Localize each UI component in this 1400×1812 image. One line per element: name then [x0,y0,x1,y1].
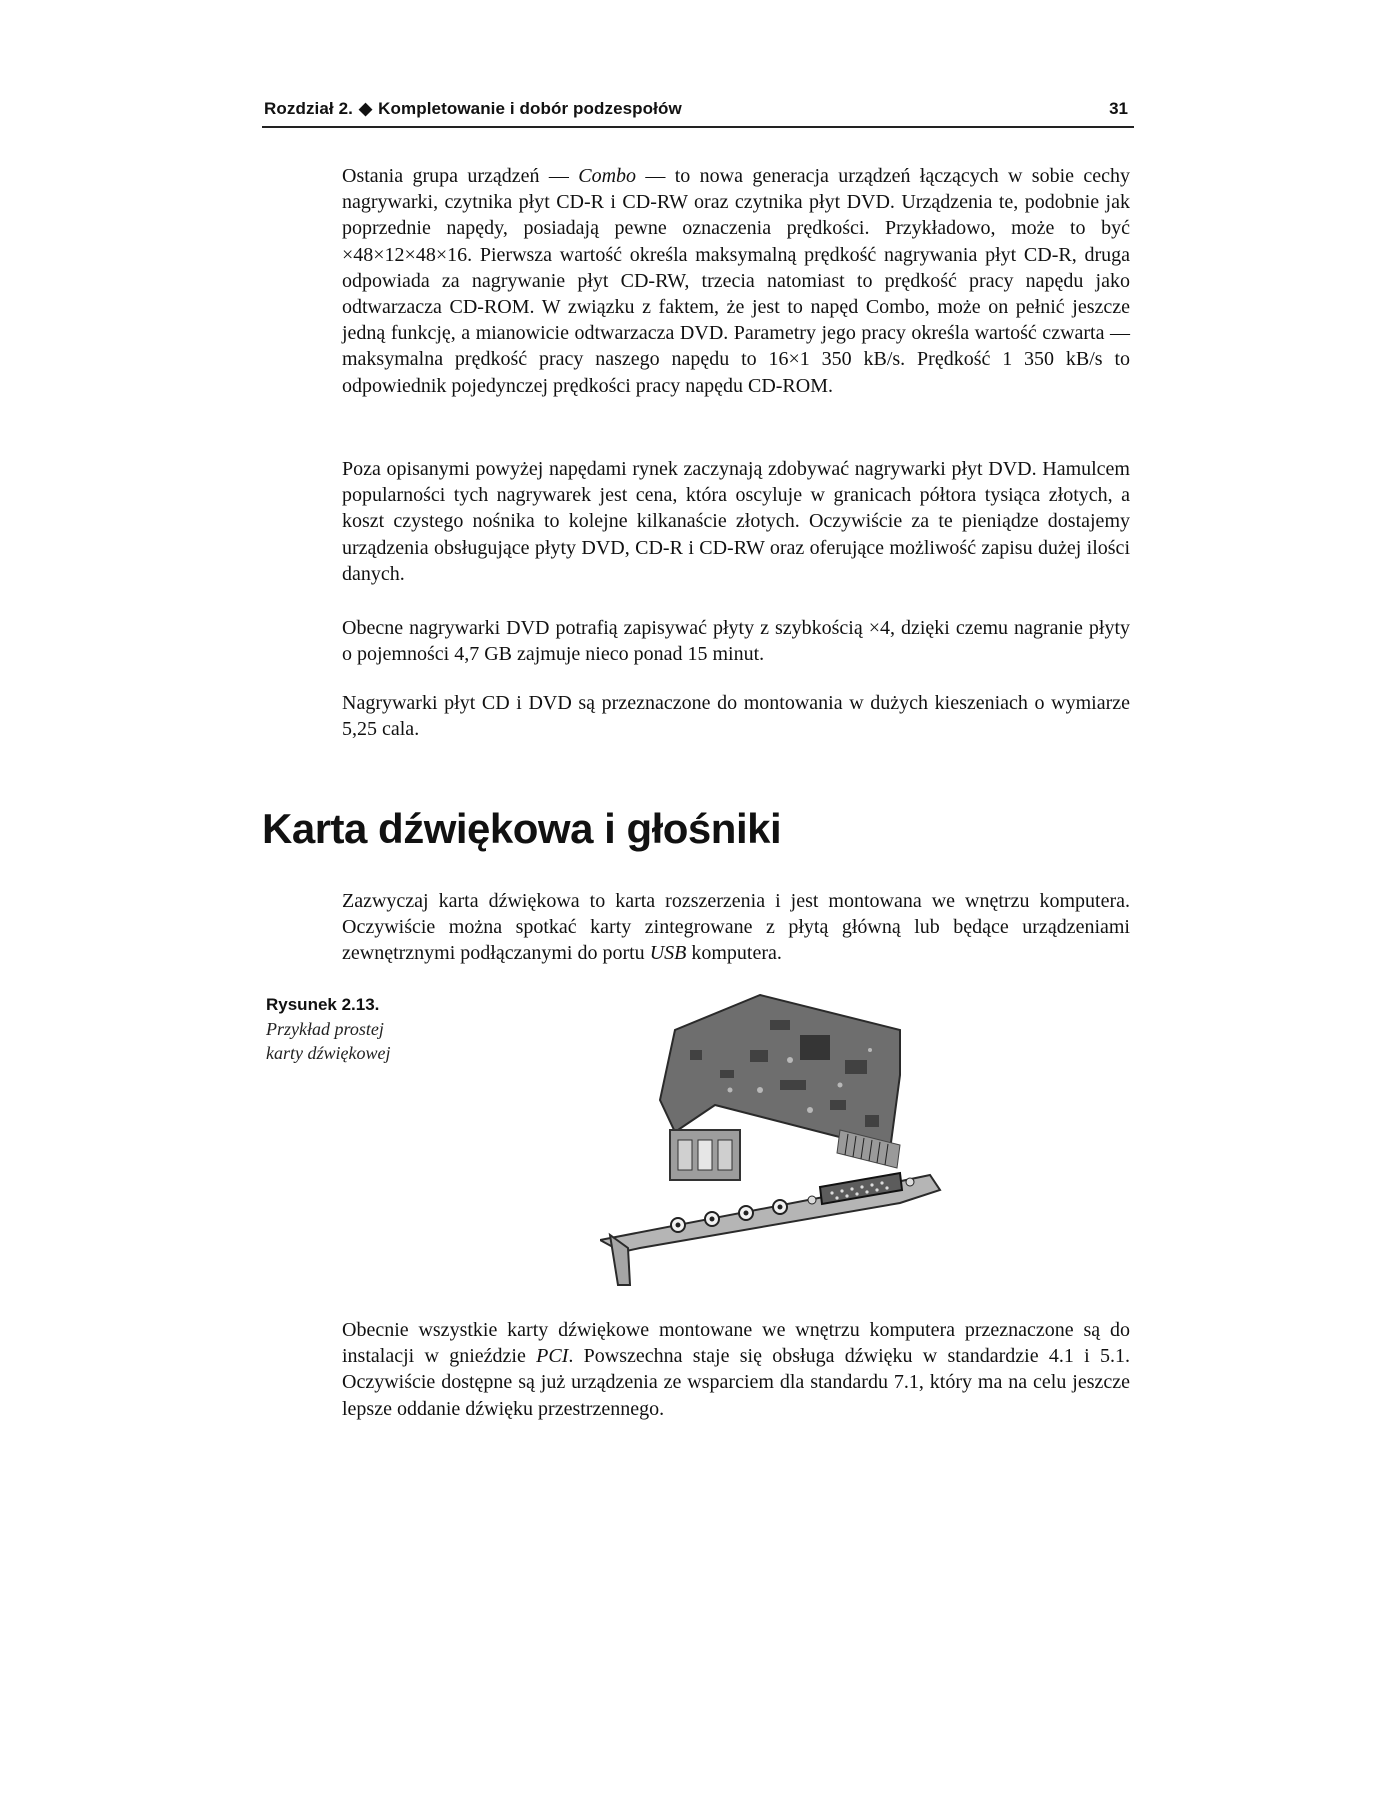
paragraph-combo: Ostania grupa urządzeń — Combo — to nowa generacja urządzeń łączących w sobie cechy nagrywarki, czytnika płyt CD-R i CD-RW oraz czytnika płyt DVD. Urządzenia te, podobnie jak poprzednie napędy, posiadają pewne oznaczenia prędkości. Przykładowo, może to być ×48×12×48×16. Pierwsza wartość określa maksymalną prędkość nagrywania płyt CD-R, druga odpowiada za nagrywanie płyt CD-RW, trzecia natomiast to prędkość pracy napędu jako odtwarzacza CD-ROM. W związku z faktem, że jest to napęd Combo, może on pełnić jeszcze jedną funkcję, a mianowicie odtwarzacza DVD. Parametry jego pracy określa wartość czwarta — maksymalna prędkość pracy naszego napędu to 16×1 350 kB/s. Prędkość 1 350 kB/s to odpowiednik pojedynczej prędkości pracy napędu CD-ROM. [342,165,1130,397]
figure-label: Rysunek 2.13. [266,995,380,1014]
figure-caption-line2: karty dźwiękowej [266,1043,391,1063]
section-heading: Karta dźwiękowa i głośniki [262,805,782,852]
paragraph-bays: Nagrywarki płyt CD i DVD są przeznaczone do montowania w dużych kieszeniach o wymiarze 5,25 cala. [342,692,1130,741]
paragraph-dvd-speed: Obecne nagrywarki DVD potrafią zapisywać płyty z szybkością ×4, dzięki czemu nagranie płyty o pojemności 4,7 GB zajmuje nieco ponad 15 minut. [342,617,1130,666]
running-header [262,96,1134,128]
figure-caption [266,993,426,1065]
sound-card-photo-icon [600,990,1000,1290]
chapter-title: Rozdział 2. ◆ Kompletowanie i dobór podzespołów [264,99,682,118]
paragraph-pci: Obecnie wszystkie karty dźwiękowe montowane we wnętrzu komputera przeznaczone są do instalacji w gnieździe PCI. Powszechna staje się obsługa dźwięku w standardzie 4.1 i 5.1. Oczywiście dostępne są już urządzenia ze wsparciem dla standardu 7.1, który ma na celu jeszcze lepsze oddanie dźwięku przestrzennego. [342,1319,1131,1420]
diamond-separator-icon: ◆ [358,99,373,118]
paragraph-sound-card: Zazwyczaj karta dźwiękowa to karta rozszerzenia i jest montowana we wnętrzu komputera. Oczywiście można spotkać karty zintegrowane z płytą główną lub będące urządzeniami zewnętrznymi podłączanymi do portu USB komputera. [342,890,1130,965]
figure-caption-line1: Przykład prostej [266,1019,384,1039]
paragraph-dvd-writers: Poza opisanymi powyżej napędami rynek zaczynają zdobywać nagrywarki płyt DVD. Hamulcem popularności tych nagrywarek jest cena, która oscyluje w granicach półtora tysiąca złotych, a koszt czystego nośnika to kolejne kilkanaście złotych. Oczywiście za te pieniądze dostajemy urządzenia obsługujące płyty DVD, CD-R i CD-RW oraz oferujące możliwość zapisu dużej ilości danych. [342,458,1130,585]
page-number: 31 [1109,99,1128,118]
